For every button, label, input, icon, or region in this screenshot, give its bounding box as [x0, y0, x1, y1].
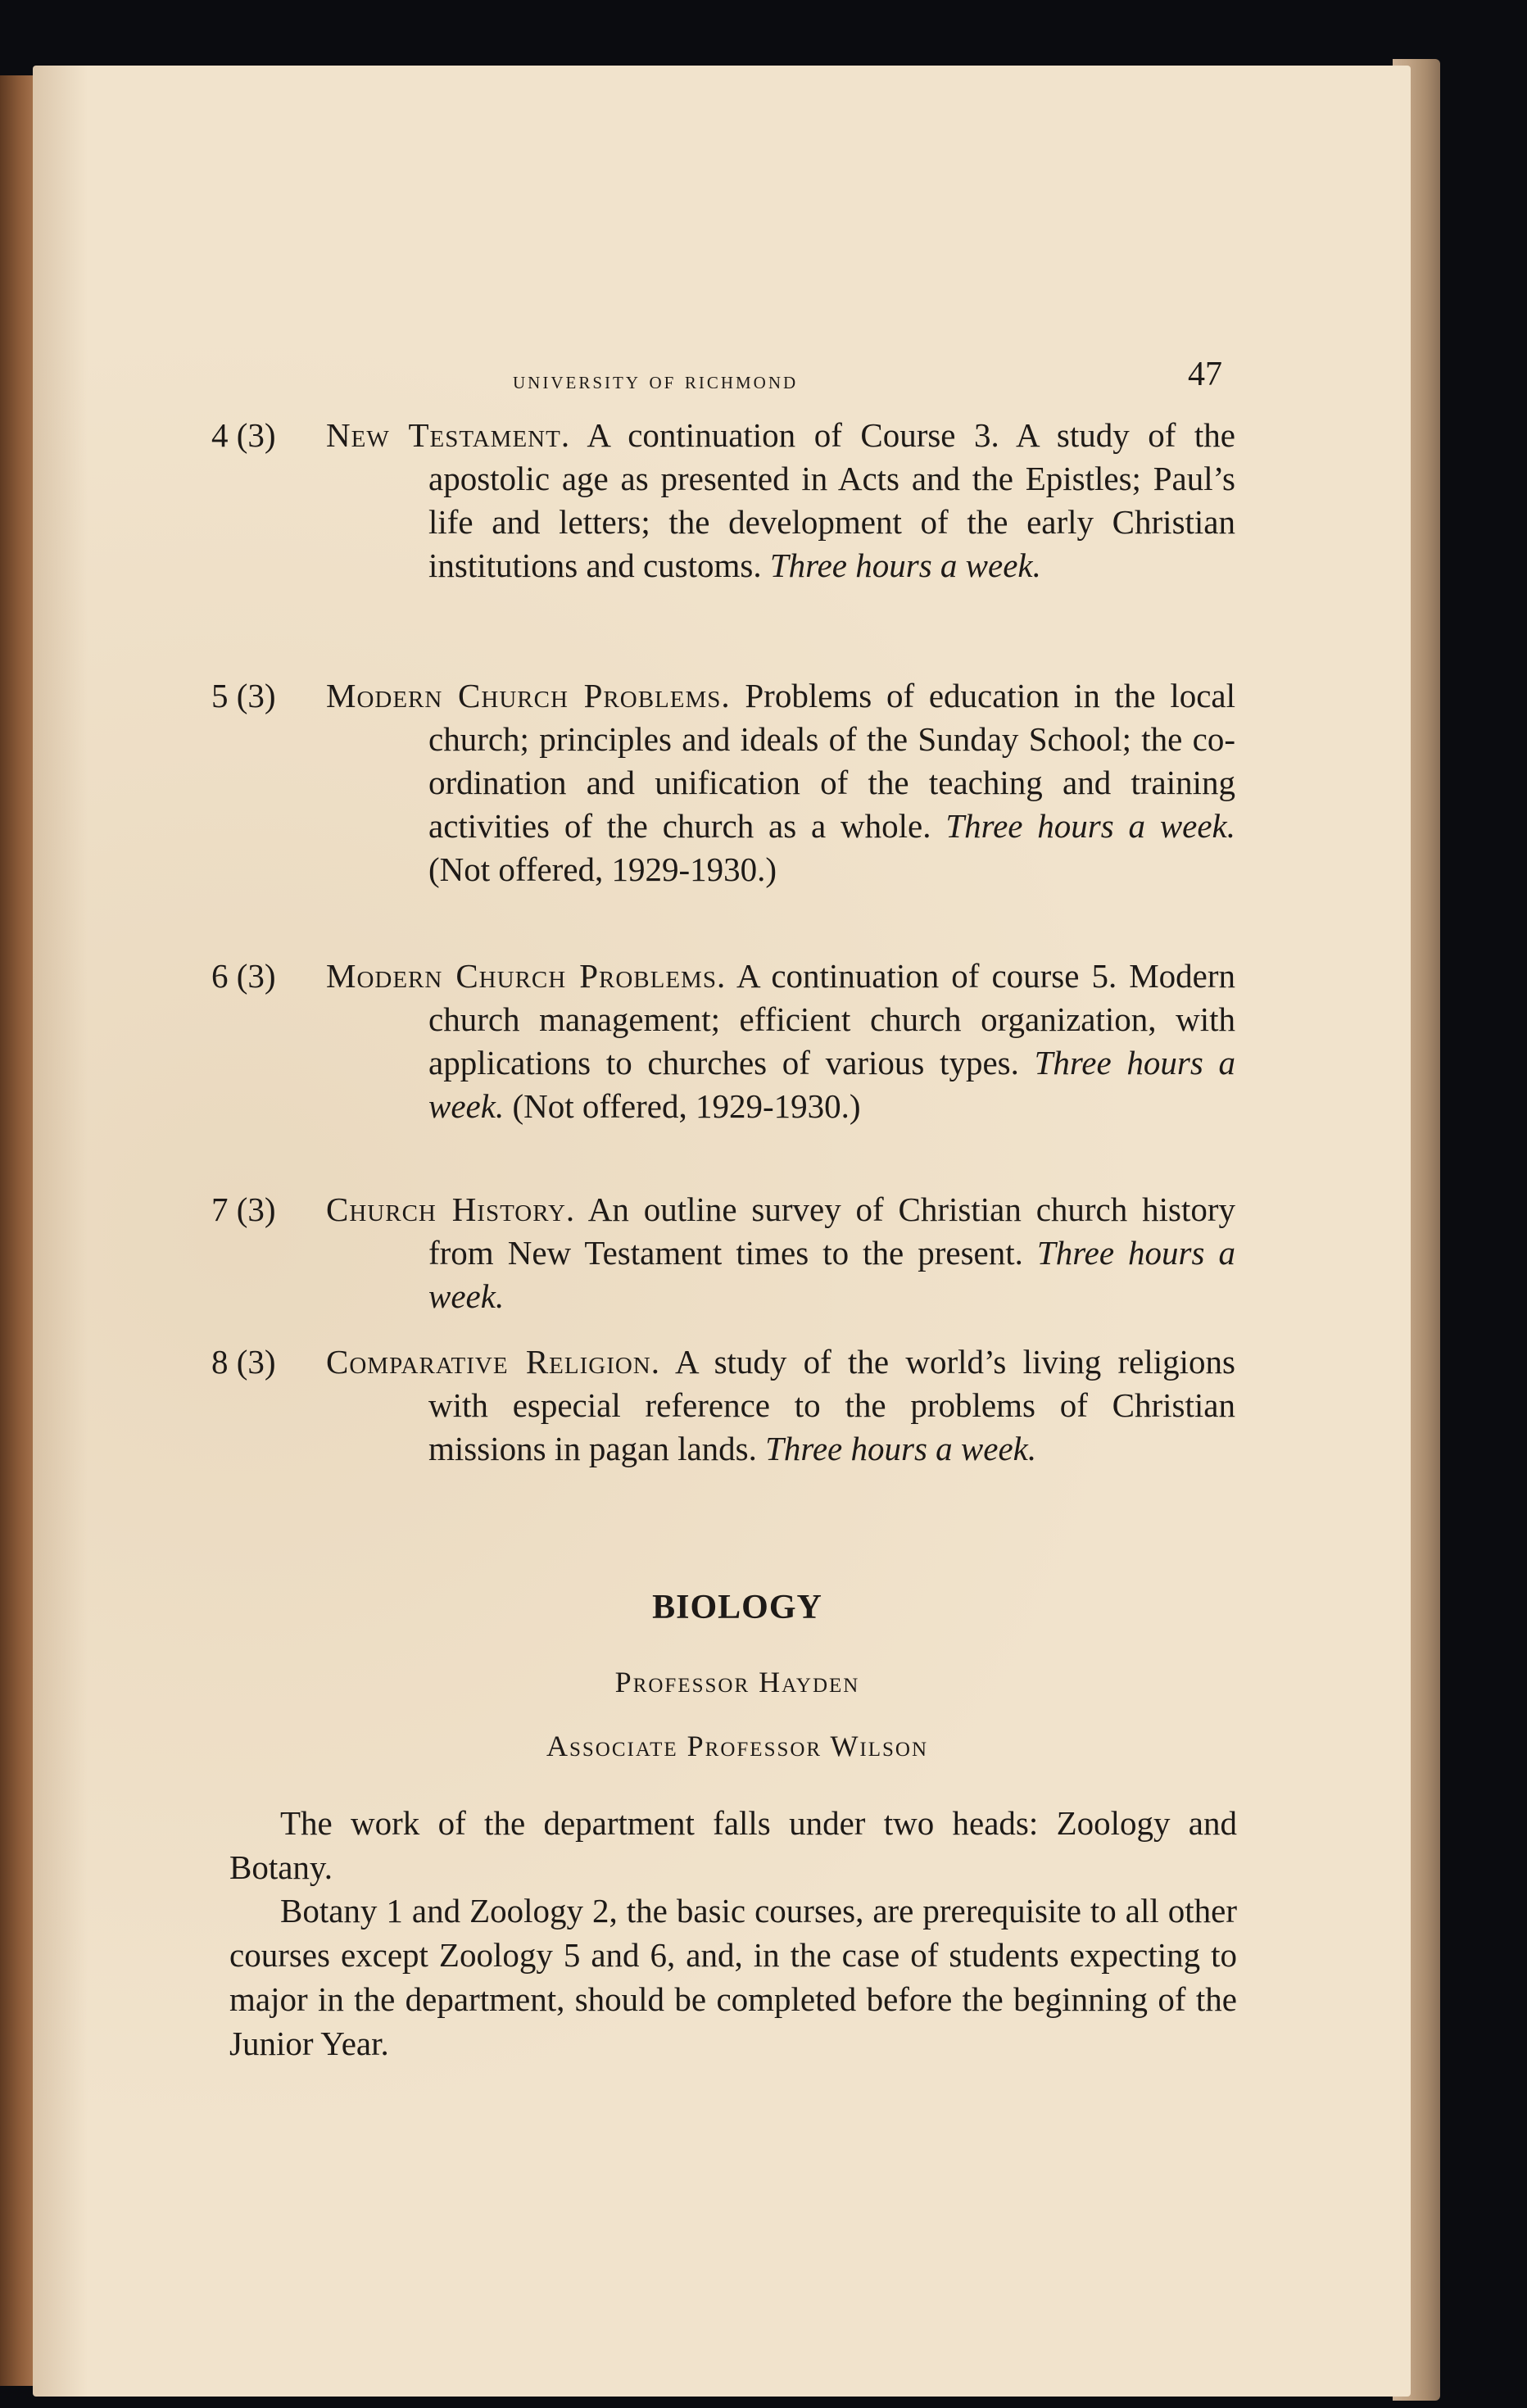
- course-description: An outline survey of Christian church history from New Testament times to the present.: [428, 1190, 1235, 1272]
- professor-name: Professor Hayden: [614, 1666, 860, 1698]
- course-hours: Three hours a week.: [765, 1430, 1037, 1467]
- course-body: [326, 674, 1236, 891]
- course-entry: [211, 955, 1235, 1128]
- paragraph-text: Botany 1 and Zoology 2, the basic courses, are prerequisite to all other courses except Zoology 5 and 6, and, in the case of students expecting to major in the department, should be completed before the beginning of the Junior Year.: [229, 1892, 1237, 2062]
- body-paragraph: [229, 1889, 1237, 2066]
- course-body: [326, 1188, 1235, 1318]
- associate-professor-name: Associate Professor Wilson: [546, 1730, 929, 1762]
- course-body: [326, 1340, 1235, 1471]
- course-entry: [211, 414, 1235, 587]
- course-note: (Not offered, 1929-1930.): [428, 850, 777, 888]
- course-hours: Three hours a week.: [945, 807, 1236, 845]
- course-description: A continuation of Course 3. A study of the apostolic age as presented in Acts and the Epistles; Paul’s life and letters; the development of the early Christian institutions and customs.: [428, 416, 1235, 584]
- course-entry: [211, 674, 1235, 891]
- course-description: A study of the world’s living religions with especial reference to the problems of Christian missions in pagan lands.: [428, 1343, 1235, 1467]
- course-note: (Not offered, 1929-1930.): [512, 1087, 861, 1125]
- course-body: [326, 955, 1236, 1128]
- course-number: 7 (3): [211, 1190, 276, 1228]
- course-title: New Testament.: [326, 416, 571, 454]
- course-description: A continuation of course 5. Modern church management; efficient church organization, with applications to churches of various types.: [428, 957, 1235, 1082]
- course-number: 8 (3): [211, 1343, 276, 1381]
- book-page: [33, 66, 1411, 2397]
- section-heading-biology: BIOLOGY: [652, 1589, 822, 1626]
- course-description: Problems of education in the local church; principles and ideals of the Sunday School; the co-ordination and unification of the teaching and training activities of the church as a whole.: [428, 677, 1236, 845]
- body-paragraph: [229, 1801, 1237, 1889]
- course-hours: Three hours a week.: [428, 1044, 1236, 1125]
- course-title: Modern Church Problems.: [326, 677, 731, 714]
- paragraph-text: The work of the department falls under two heads: Zoology and Botany.: [229, 1804, 1237, 1886]
- course-entry: [211, 1188, 1235, 1318]
- course-title: Comparative Religion.: [326, 1343, 660, 1381]
- course-hours: Three hours a week.: [769, 546, 1041, 584]
- course-body: [326, 414, 1235, 587]
- page-number: 47: [1188, 356, 1222, 393]
- course-number: 6 (3): [211, 957, 276, 995]
- course-number: 5 (3): [211, 677, 276, 714]
- running-head: university of richmond: [513, 367, 799, 394]
- course-title: Church History.: [326, 1190, 576, 1228]
- course-title: Modern Church Problems.: [326, 957, 727, 995]
- course-number: 4 (3): [211, 416, 276, 454]
- course-entry: [211, 1340, 1235, 1471]
- course-hours: Three hours a week.: [428, 1234, 1235, 1315]
